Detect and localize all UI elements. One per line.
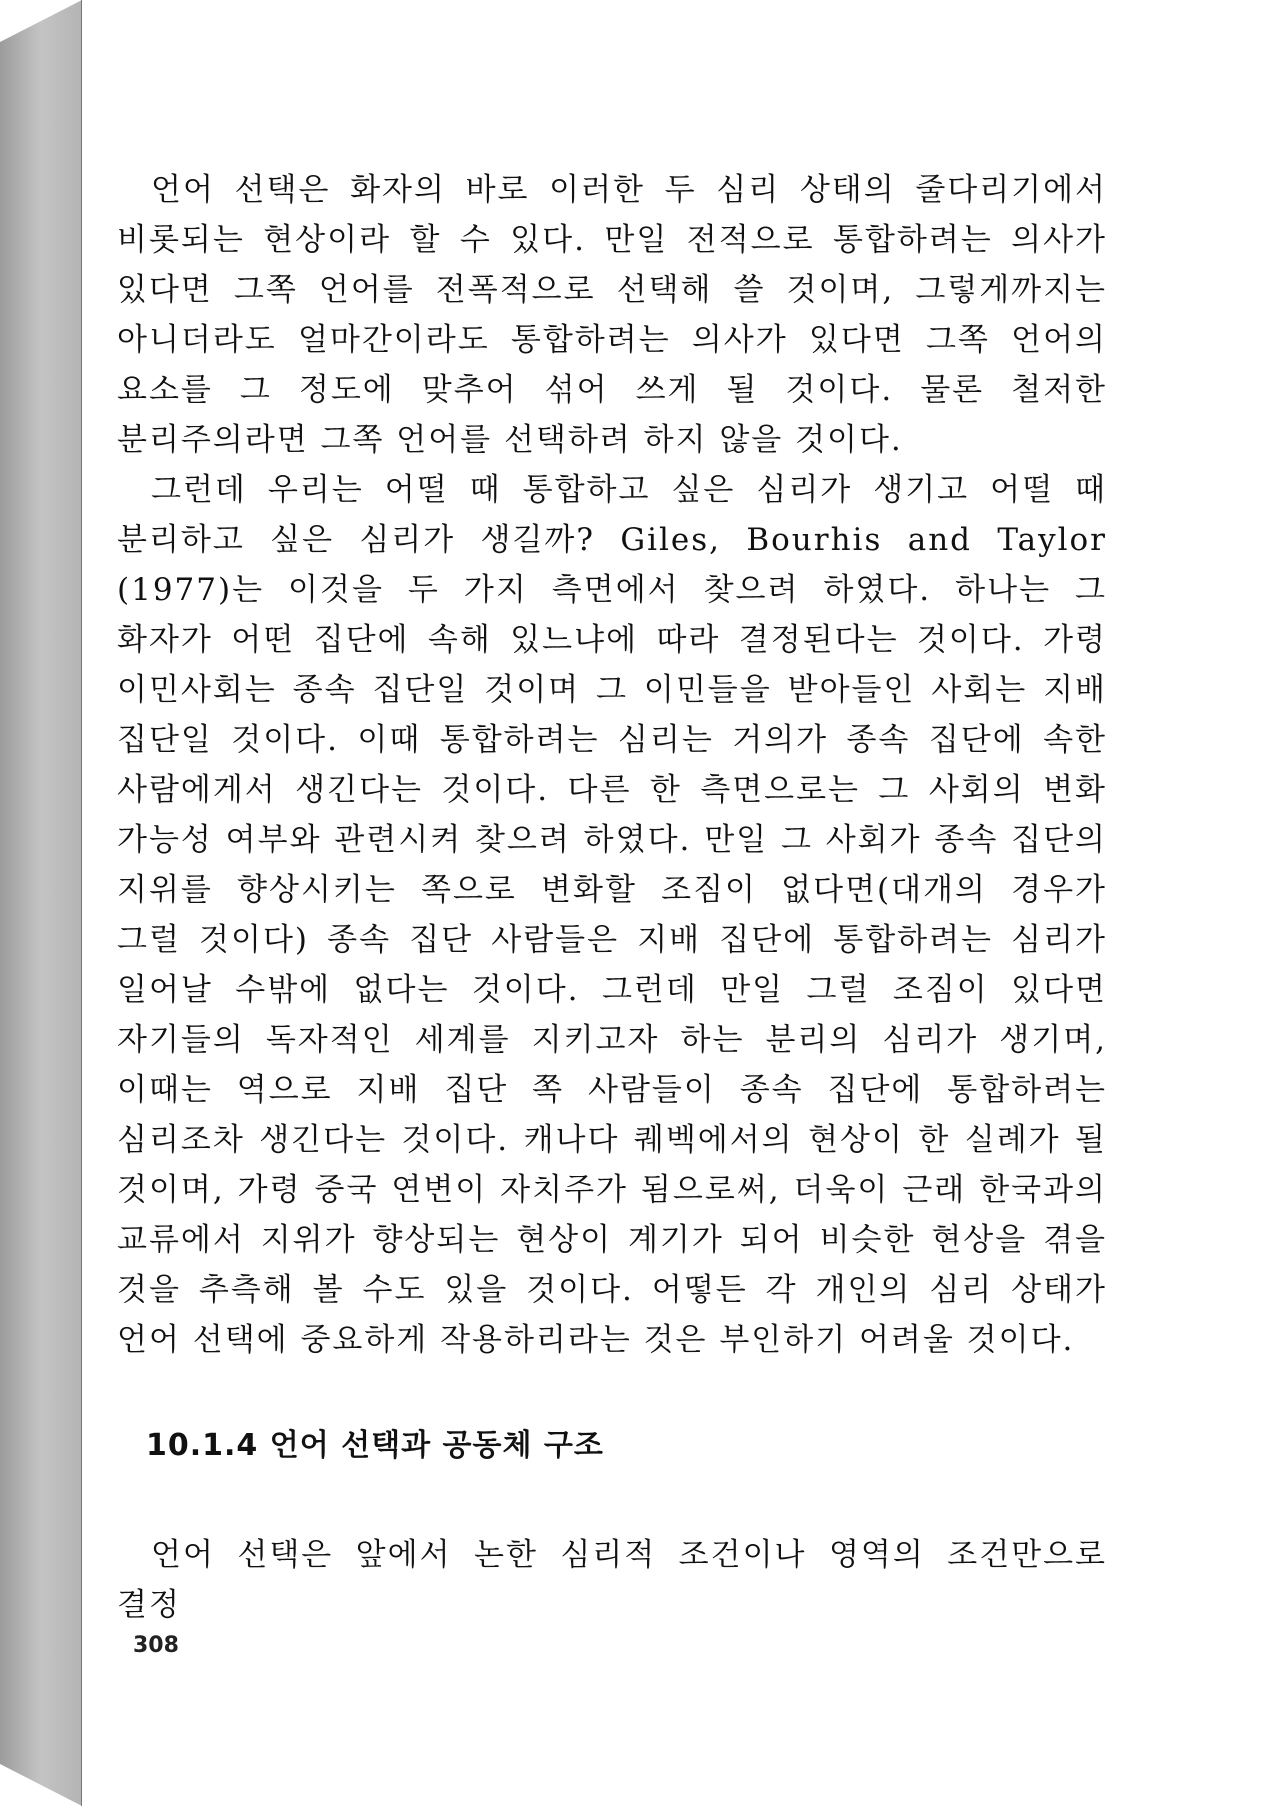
body-text — [117, 165, 1107, 1365]
paragraph-2: 그런데 우리는 어떨 때 통합하고 싶은 심리가 생기고 어떨 때 분리하고 싶은 심리가 생길까? Giles, Bourhis and Taylor (1977)는 이것을 두 가지 측면에서 찾으려 하였다. 하나는 그 화자가 어떤 집단에 속해 있느냐에 따라 결정된다는 것이다. 가령 이민사회는 종속 집단일 것이며 그 이민들을 받아들인 사회는 지배 집단일 것이다. 이때 통합하려는 심리는 거의가 종속 집단에 속한 사람에게서 생긴다는 것이다. 다른 한 측면으로는 그 사회의 변화 가능성 여부와 관련시켜 찾으려 하였다. 만일 그 사회가 종속 집단의 지위를 향상시키는 쪽으로 변화할 조짐이 없다면(대개의 경우가 그럴 것이다) 종속 집단 사람들은 지배 집단에 통합하려는 심리가 일어날 수밖에 없다는 것이다. 그런데 만일 그럴 조짐이 있다면 자기들의 독자적인 세계를 지키고자 하는 분리의 심리가 생기며, 이때는 역으로 지배 집단 쪽 사람들이 종속 집단에 통합하려는 심리조차 생긴다는 것이다. 캐나다 퀘벡에서의 현상이 한 실례가 될 것이며, 가령 중국 연변이 자치주가 됨으로써, 더욱이 근래 한국과의 교류에서 지위가 향상되는 현상이 계기가 되어 비슷한 현상을 겪을 것을 추측해 볼 수도 있을 것이다. 어떻든 각 개인의 심리 상태가 언어 선택에 중요하게 작용하리라는 것은 부인하기 어려울 것이다. — [117, 472, 1107, 1358]
paragraph-1: 언어 선택은 화자의 바로 이러한 두 심리 상태의 줄다리기에서 비롯되는 현상이라 할 수 있다. 만일 전적으로 통합하려는 의사가 있다면 그쪽 언어를 전폭적으로 선택해 쓸 것이며, 그렇게까지는 아니더라도 얼마간이라도 통합하려는 의사가 있다면 그쪽 언어의 요소를 그 정도에 맞추어 섞어 쓰게 될 것이다. 물론 철저한 분리주의라면 그쪽 언어를 선택하려 하지 않을 것이다. — [117, 172, 1107, 458]
paragraph-3: 언어 선택은 앞에서 논한 심리적 조건이나 영역의 조건만으로 결정 — [117, 1537, 1107, 1623]
page-number: 308 — [133, 1633, 179, 1658]
section-heading: 10.1.4 언어 선택과 공동체 구조 — [146, 1428, 604, 1463]
next-section-body — [117, 1530, 1107, 1630]
